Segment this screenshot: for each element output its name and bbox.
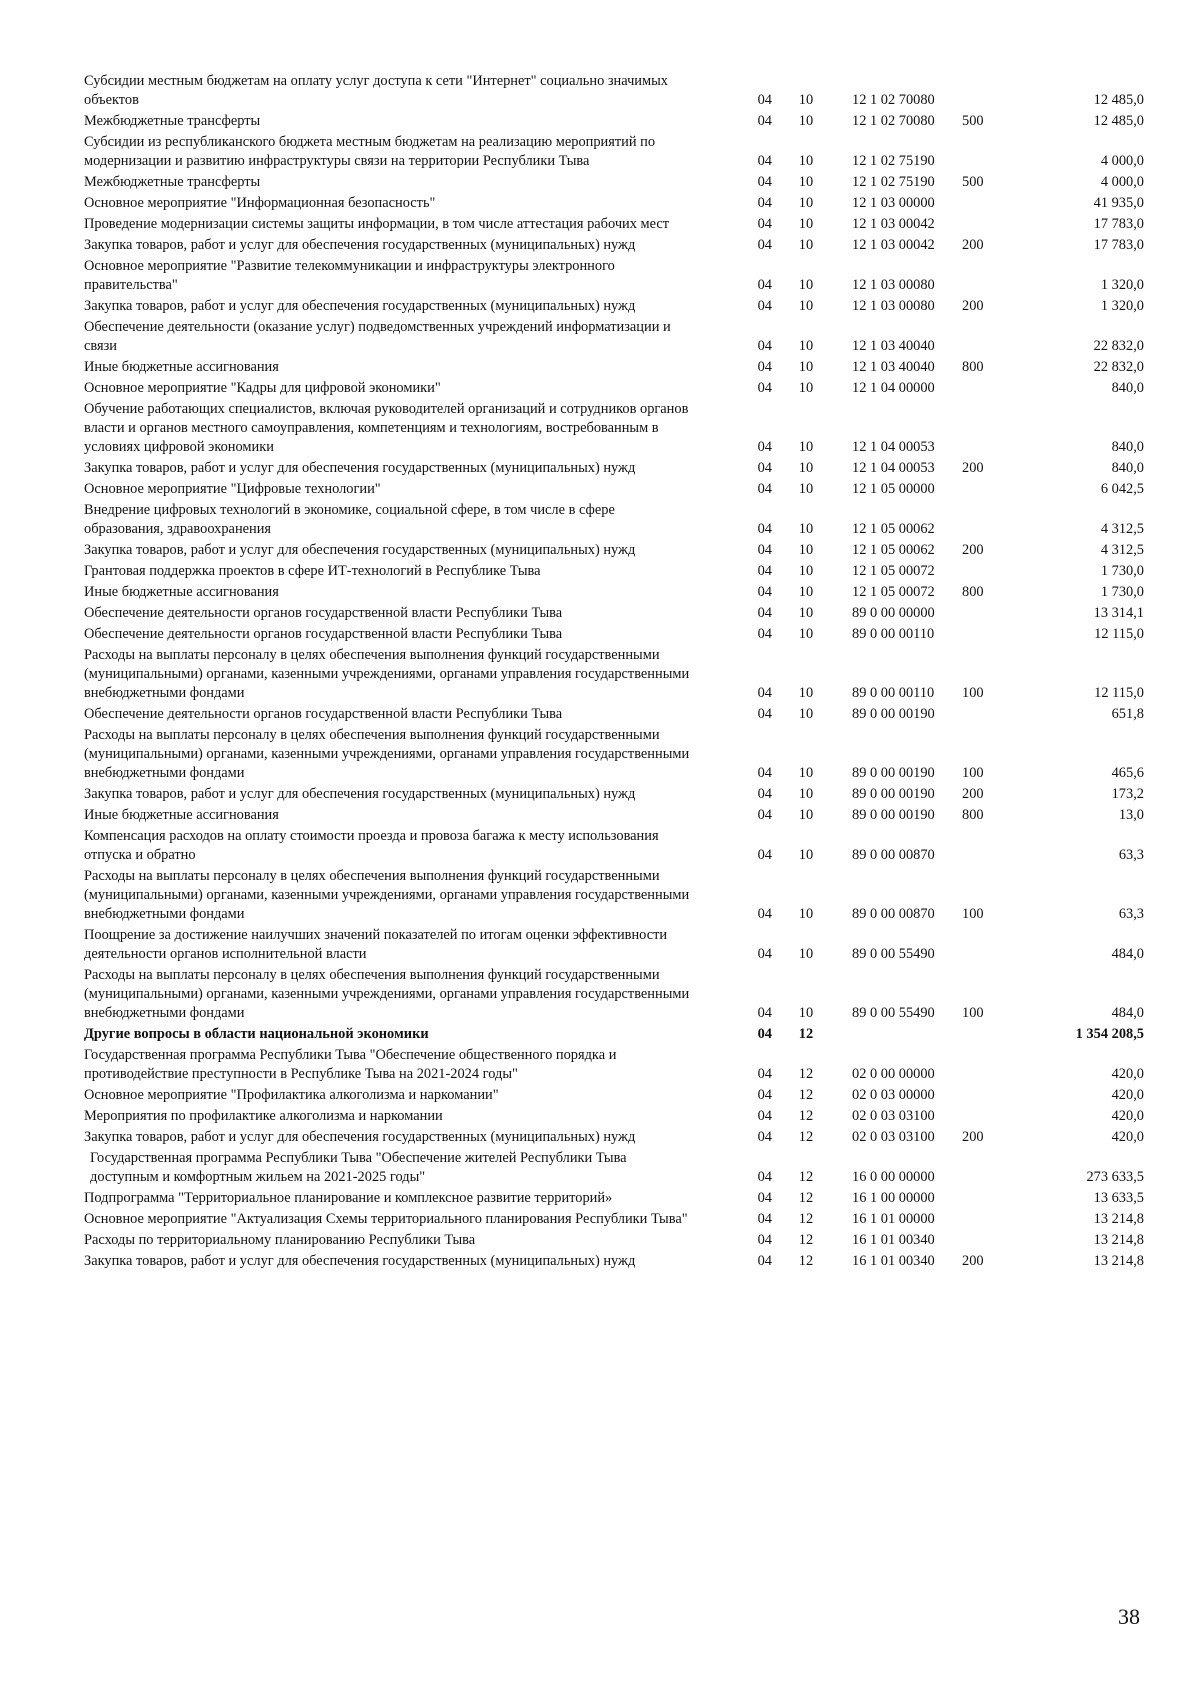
row-subsection-code: 12 xyxy=(798,1211,814,1227)
row-name: Расходы на выплаты персоналу в целях обеспечения выполнения функций государственными (муниципальными) органами, казенными учреждениями, органами управления государственными внебюджетными фондами xyxy=(84,868,690,922)
row-expense-type-code: 200 xyxy=(962,786,984,802)
row-amount: 12 115,0 xyxy=(1094,685,1144,701)
row-name: Субсидии из республиканского бюджета местным бюджетам на реализацию мероприятий по модернизации и развитию инфраструктуры связи на территории Республики Тыва xyxy=(84,134,656,169)
row-amount: 840,0 xyxy=(1111,380,1144,396)
table-row xyxy=(84,215,1144,234)
row-amount: 651,8 xyxy=(1111,706,1144,722)
row-subsection-code: 10 xyxy=(798,237,814,253)
row-name: Другие вопросы в области национальной экономики xyxy=(84,1026,429,1042)
page-number: 38 xyxy=(1118,1604,1140,1629)
row-section-code: 04 xyxy=(757,1026,772,1042)
row-subsection-code: 10 xyxy=(798,626,814,642)
row-section-code: 04 xyxy=(757,1211,772,1227)
row-expense-type-code: 100 xyxy=(962,765,984,781)
row-subsection-code: 12 xyxy=(798,1129,814,1145)
row-section-code: 04 xyxy=(757,195,772,211)
row-target-item-code: 12 1 03 00080 xyxy=(852,277,935,293)
row-expense-type-code: 800 xyxy=(962,584,984,600)
row-section-code: 04 xyxy=(757,338,772,354)
row-target-item-code: 12 1 05 00000 xyxy=(852,481,935,497)
row-target-item-code: 12 1 03 00000 xyxy=(852,195,935,211)
row-section-code: 04 xyxy=(757,1169,772,1185)
row-amount: 13 214,8 xyxy=(1093,1211,1144,1227)
table-row xyxy=(84,1046,1144,1084)
row-subsection-code: 10 xyxy=(798,359,814,375)
row-amount: 840,0 xyxy=(1111,439,1144,455)
row-amount: 13 314,1 xyxy=(1093,605,1144,621)
row-name: Основное мероприятие "Развитие телекоммуникации и инфраструктуры электронного правительства" xyxy=(84,258,615,293)
row-name: Закупка товаров, работ и услуг для обеспечения государственных (муниципальных) нужд xyxy=(84,1253,636,1269)
row-amount: 13,0 xyxy=(1118,807,1144,823)
row-name: Обеспечение деятельности (оказание услуг) подведомственных учреждений информатизации и связи xyxy=(84,319,671,354)
row-name: Расходы на выплаты персоналу в целях обеспечения выполнения функций государственными (муниципальными) органами, казенными учреждениями, органами управления государственными внебюджетными фондами xyxy=(84,967,690,1021)
row-subsection-code: 10 xyxy=(798,113,814,129)
row-target-item-code: 89 0 00 00190 xyxy=(852,807,935,823)
row-section-code: 04 xyxy=(757,298,772,314)
table-row xyxy=(84,827,1144,865)
table-row xyxy=(84,1210,1144,1229)
row-target-item-code: 02 0 03 03100 xyxy=(852,1108,935,1124)
row-section-code: 04 xyxy=(757,153,772,169)
row-section-code: 04 xyxy=(757,1005,772,1021)
row-amount: 12 485,0 xyxy=(1093,113,1144,129)
row-name: Государственная программа Республики Тыва "Обеспечение жителей Республики Тыва доступным и комфортным жильем на 2021-2025 годы" xyxy=(90,1150,627,1185)
row-amount: 4 312,5 xyxy=(1100,542,1144,558)
row-name: Обеспечение деятельности органов государственной власти Республики Тыва xyxy=(84,605,563,621)
row-target-item-code: 12 1 05 00072 xyxy=(852,563,935,579)
row-subsection-code: 10 xyxy=(798,765,814,781)
row-amount: 465,6 xyxy=(1111,765,1144,781)
row-target-item-code: 89 0 00 55490 xyxy=(852,1005,935,1021)
row-section-code: 04 xyxy=(757,765,772,781)
table-row xyxy=(84,72,1144,110)
row-name: Основное мероприятие "Цифровые технологии" xyxy=(84,481,381,497)
row-name: Закупка товаров, работ и услуг для обеспечения государственных (муниципальных) нужд xyxy=(84,298,636,314)
row-target-item-code: 89 0 00 00000 xyxy=(852,605,935,621)
row-expense-type-code: 200 xyxy=(962,298,984,314)
row-target-item-code: 12 1 05 00062 xyxy=(852,542,935,558)
table-row xyxy=(84,966,1144,1023)
row-section-code: 04 xyxy=(757,113,772,129)
row-amount: 4 312,5 xyxy=(1100,521,1144,537)
row-expense-type-code: 200 xyxy=(962,460,984,476)
row-subsection-code: 10 xyxy=(798,298,814,314)
table-row xyxy=(84,133,1144,171)
row-section-code: 04 xyxy=(757,216,772,232)
row-subsection-code: 10 xyxy=(798,439,814,455)
row-expense-type-code: 500 xyxy=(962,113,984,129)
row-subsection-code: 10 xyxy=(798,380,814,396)
row-subsection-code: 10 xyxy=(798,460,814,476)
row-amount: 17 783,0 xyxy=(1093,237,1144,253)
budget-table xyxy=(84,72,1144,1271)
row-section-code: 04 xyxy=(757,521,772,537)
row-subsection-code: 10 xyxy=(798,195,814,211)
row-amount: 17 783,0 xyxy=(1093,216,1144,232)
row-name: Расходы на выплаты персоналу в целях обеспечения выполнения функций государственными (муниципальными) органами, казенными учреждениями, органами управления государственными внебюджетными фондами xyxy=(84,647,690,701)
row-target-item-code: 89 0 00 00870 xyxy=(852,847,935,863)
row-amount: 13 633,5 xyxy=(1093,1190,1144,1206)
row-target-item-code: 89 0 00 55490 xyxy=(852,946,935,962)
table-row xyxy=(84,604,1144,623)
row-target-item-code: 12 1 02 70080 xyxy=(852,92,935,108)
row-target-item-code: 89 0 00 00870 xyxy=(852,906,935,922)
row-name: Обучение работающих специалистов, включая руководителей организаций и сотрудников органов власти и органов местного самоуправления, компетенциям и технологиям, востребованным в условиях цифровой экономики xyxy=(84,401,689,455)
row-amount: 63,3 xyxy=(1118,906,1144,922)
row-name: Мероприятия по профилактике алкоголизма и наркомании xyxy=(84,1108,443,1124)
row-section-code: 04 xyxy=(757,786,772,802)
row-target-item-code: 16 1 01 00340 xyxy=(852,1253,935,1269)
row-amount: 1 354 208,5 xyxy=(1075,1026,1144,1042)
row-name: Основное мероприятие "Информационная безопасность" xyxy=(84,195,436,211)
table-row xyxy=(84,1025,1144,1044)
row-amount: 420,0 xyxy=(1111,1066,1144,1082)
row-subsection-code: 10 xyxy=(798,807,814,823)
row-section-code: 04 xyxy=(757,906,772,922)
row-subsection-code: 10 xyxy=(798,338,814,354)
row-amount: 1 320,0 xyxy=(1100,277,1144,293)
row-name: Расходы на выплаты персоналу в целях обеспечения выполнения функций государственными (муниципальными) органами, казенными учреждениями, органами управления государственными внебюджетными фондами xyxy=(84,727,690,781)
row-section-code: 04 xyxy=(757,460,772,476)
table-row xyxy=(84,1252,1144,1271)
row-subsection-code: 12 xyxy=(798,1026,814,1042)
row-expense-type-code: 200 xyxy=(962,237,984,253)
row-section-code: 04 xyxy=(757,174,772,190)
row-target-item-code: 12 1 05 00072 xyxy=(852,584,935,600)
row-name: Межбюджетные трансферты xyxy=(84,113,261,129)
row-section-code: 04 xyxy=(757,1253,772,1269)
row-section-code: 04 xyxy=(757,277,772,293)
row-subsection-code: 10 xyxy=(798,706,814,722)
row-amount: 4 000,0 xyxy=(1100,174,1144,190)
table-row xyxy=(84,562,1144,581)
row-name: Закупка товаров, работ и услуг для обеспечения государственных (муниципальных) нужд xyxy=(84,542,636,558)
row-target-item-code: 12 1 03 00042 xyxy=(852,237,935,253)
row-name: Иные бюджетные ассигнования xyxy=(84,807,279,823)
row-amount: 4 000,0 xyxy=(1100,153,1144,169)
row-name: Основное мероприятие "Актуализация Схемы территориального планирования Республики Тыва" xyxy=(84,1211,688,1227)
row-name: Подпрограмма "Территориальное планирование и комплексное развитие территорий» xyxy=(84,1190,613,1206)
table-row xyxy=(84,318,1144,356)
table-row xyxy=(84,867,1144,924)
table-row xyxy=(84,785,1144,804)
row-section-code: 04 xyxy=(757,685,772,701)
row-target-item-code: 12 1 03 40040 xyxy=(852,359,935,375)
row-amount: 12 485,0 xyxy=(1093,92,1144,108)
row-amount: 13 214,8 xyxy=(1093,1232,1144,1248)
row-name: Межбюджетные трансферты xyxy=(84,174,261,190)
row-section-code: 04 xyxy=(757,1066,772,1082)
row-target-item-code: 12 1 04 00053 xyxy=(852,439,935,455)
row-section-code: 04 xyxy=(757,92,772,108)
row-expense-type-code: 100 xyxy=(962,1005,984,1021)
row-section-code: 04 xyxy=(757,706,772,722)
row-target-item-code: 16 1 01 00340 xyxy=(852,1232,935,1248)
table-row xyxy=(84,1107,1144,1126)
row-name: Обеспечение деятельности органов государственной власти Республики Тыва xyxy=(84,706,563,722)
row-expense-type-code: 800 xyxy=(962,807,984,823)
row-target-item-code: 12 1 02 70080 xyxy=(852,113,935,129)
row-name: Государственная программа Республики Тыва "Обеспечение общественного порядка и противодействие преступности в Республике Тыва на 2021-2024 годы" xyxy=(84,1047,617,1082)
row-name: Обеспечение деятельности органов государственной власти Республики Тыва xyxy=(84,626,563,642)
table-row xyxy=(84,1128,1144,1147)
row-amount: 420,0 xyxy=(1111,1108,1144,1124)
row-section-code: 04 xyxy=(757,605,772,621)
table-row xyxy=(84,400,1144,457)
table-row xyxy=(84,1086,1144,1105)
row-section-code: 04 xyxy=(757,237,772,253)
row-name: Расходы по территориальному планированию Республики Тыва xyxy=(84,1232,476,1248)
row-amount: 173,2 xyxy=(1111,786,1144,802)
row-name: Внедрение цифровых технологий в экономике, социальной сфере, в том числе в сфере образования, здравоохранения xyxy=(84,502,615,537)
row-target-item-code: 12 1 04 00000 xyxy=(852,380,935,396)
table-row xyxy=(84,173,1144,192)
row-subsection-code: 12 xyxy=(798,1108,814,1124)
row-section-code: 04 xyxy=(757,563,772,579)
row-target-item-code: 89 0 00 00190 xyxy=(852,786,935,802)
row-amount: 1 320,0 xyxy=(1100,298,1144,314)
row-amount: 273 633,5 xyxy=(1086,1169,1144,1185)
row-target-item-code: 12 1 02 75190 xyxy=(852,153,935,169)
row-subsection-code: 10 xyxy=(798,216,814,232)
row-subsection-code: 10 xyxy=(798,685,814,701)
row-name: Основное мероприятие "Профилактика алкоголизма и наркомании" xyxy=(84,1087,499,1103)
table-row xyxy=(84,705,1144,724)
row-section-code: 04 xyxy=(757,584,772,600)
row-subsection-code: 10 xyxy=(798,174,814,190)
table-row xyxy=(84,541,1144,560)
row-name: Основное мероприятие "Кадры для цифровой экономики" xyxy=(84,380,441,396)
row-target-item-code: 12 1 03 00042 xyxy=(852,216,935,232)
row-subsection-code: 10 xyxy=(798,786,814,802)
row-target-item-code: 12 1 02 75190 xyxy=(852,174,935,190)
table-row xyxy=(84,297,1144,316)
row-name: Иные бюджетные ассигнования xyxy=(84,359,279,375)
row-subsection-code: 10 xyxy=(798,584,814,600)
table-row xyxy=(84,726,1144,783)
row-amount: 63,3 xyxy=(1118,847,1144,863)
row-name: Грантовая поддержка проектов в сфере ИТ-технологий в Республике Тыва xyxy=(84,563,541,579)
row-target-item-code: 89 0 00 00190 xyxy=(852,765,935,781)
row-target-item-code: 02 0 00 00000 xyxy=(852,1066,935,1082)
row-section-code: 04 xyxy=(757,359,772,375)
table-row xyxy=(84,459,1144,478)
row-section-code: 04 xyxy=(757,481,772,497)
row-name: Компенсация расходов на оплату стоимости проезда и провоза багажа к месту использования отпуска и обратно xyxy=(84,828,659,863)
table-row xyxy=(84,1231,1144,1250)
row-name: Иные бюджетные ассигнования xyxy=(84,584,279,600)
row-target-item-code: 89 0 00 00110 xyxy=(852,685,935,701)
table-row xyxy=(84,1149,1144,1187)
row-subsection-code: 12 xyxy=(798,1232,814,1248)
row-section-code: 04 xyxy=(757,807,772,823)
row-amount: 420,0 xyxy=(1111,1087,1144,1103)
row-amount: 420,0 xyxy=(1111,1129,1144,1145)
table-row xyxy=(84,194,1144,213)
row-subsection-code: 10 xyxy=(798,906,814,922)
row-section-code: 04 xyxy=(757,1108,772,1124)
row-target-item-code: 12 1 03 40040 xyxy=(852,338,935,354)
table-row xyxy=(84,112,1144,131)
row-amount: 13 214,8 xyxy=(1093,1253,1144,1269)
row-expense-type-code: 500 xyxy=(962,174,984,190)
table-row xyxy=(84,646,1144,703)
row-name: Закупка товаров, работ и услуг для обеспечения государственных (муниципальных) нужд xyxy=(84,460,636,476)
row-subsection-code: 12 xyxy=(798,1169,814,1185)
table-row xyxy=(84,926,1144,964)
row-target-item-code: 89 0 00 00190 xyxy=(852,706,935,722)
row-expense-type-code: 100 xyxy=(962,685,984,701)
row-name: Проведение модернизации системы защиты информации, в том числе аттестация рабочих мест xyxy=(84,216,670,232)
row-section-code: 04 xyxy=(757,946,772,962)
row-amount: 22 832,0 xyxy=(1093,338,1144,354)
row-target-item-code: 12 1 05 00062 xyxy=(852,521,935,537)
row-section-code: 04 xyxy=(757,1232,772,1248)
row-target-item-code: 02 0 03 00000 xyxy=(852,1087,935,1103)
row-amount: 6 042,5 xyxy=(1100,481,1144,497)
table-row xyxy=(84,480,1144,499)
row-subsection-code: 12 xyxy=(798,1087,814,1103)
table-row xyxy=(84,501,1144,539)
row-subsection-code: 10 xyxy=(798,277,814,293)
row-section-code: 04 xyxy=(757,1087,772,1103)
table-row xyxy=(84,236,1144,255)
row-section-code: 04 xyxy=(757,380,772,396)
row-name: Субсидии местным бюджетам на оплату услуг доступа к сети "Интернет" социально значимых объектов xyxy=(84,73,668,108)
row-name: Закупка товаров, работ и услуг для обеспечения государственных (муниципальных) нужд xyxy=(84,786,636,802)
row-expense-type-code: 800 xyxy=(962,359,984,375)
row-section-code: 04 xyxy=(757,439,772,455)
row-target-item-code: 12 1 04 00053 xyxy=(852,460,935,476)
row-subsection-code: 10 xyxy=(798,481,814,497)
row-section-code: 04 xyxy=(757,542,772,558)
table-row xyxy=(84,379,1144,398)
row-expense-type-code: 200 xyxy=(962,1129,984,1145)
table-row xyxy=(84,358,1144,377)
row-amount: 840,0 xyxy=(1111,460,1144,476)
row-amount: 1 730,0 xyxy=(1100,563,1144,579)
row-subsection-code: 12 xyxy=(798,1253,814,1269)
row-name: Закупка товаров, работ и услуг для обеспечения государственных (муниципальных) нужд xyxy=(84,1129,636,1145)
row-amount: 484,0 xyxy=(1111,946,1144,962)
row-subsection-code: 10 xyxy=(798,1005,814,1021)
row-target-item-code: 16 1 00 00000 xyxy=(852,1190,935,1206)
table-row xyxy=(84,583,1144,602)
row-subsection-code: 10 xyxy=(798,153,814,169)
row-subsection-code: 10 xyxy=(798,946,814,962)
row-name: Поощрение за достижение наилучших значений показателей по итогам оценки эффективности деятельности органов исполнительной власти xyxy=(84,927,668,962)
row-expense-type-code: 200 xyxy=(962,1253,984,1269)
row-subsection-code: 12 xyxy=(798,1066,814,1082)
row-target-item-code: 16 0 00 00000 xyxy=(852,1169,935,1185)
table-row xyxy=(84,806,1144,825)
row-subsection-code: 10 xyxy=(798,605,814,621)
row-target-item-code: 16 1 01 00000 xyxy=(852,1211,935,1227)
row-amount: 12 115,0 xyxy=(1094,626,1144,642)
row-expense-type-code: 100 xyxy=(962,906,984,922)
row-subsection-code: 10 xyxy=(798,521,814,537)
row-expense-type-code: 200 xyxy=(962,542,984,558)
row-subsection-code: 10 xyxy=(798,847,814,863)
table-row xyxy=(84,257,1144,295)
row-section-code: 04 xyxy=(757,626,772,642)
row-subsection-code: 10 xyxy=(798,92,814,108)
row-target-item-code: 12 1 03 00080 xyxy=(852,298,935,314)
row-target-item-code: 02 0 03 03100 xyxy=(852,1129,935,1145)
table-row xyxy=(84,1189,1144,1208)
row-subsection-code: 10 xyxy=(798,542,814,558)
row-amount: 484,0 xyxy=(1111,1005,1144,1021)
row-section-code: 04 xyxy=(757,847,772,863)
row-amount: 1 730,0 xyxy=(1100,584,1144,600)
row-subsection-code: 12 xyxy=(798,1190,814,1206)
row-name: Закупка товаров, работ и услуг для обеспечения государственных (муниципальных) нужд xyxy=(84,237,636,253)
row-section-code: 04 xyxy=(757,1129,772,1145)
row-subsection-code: 10 xyxy=(798,563,814,579)
row-target-item-code: 89 0 00 00110 xyxy=(852,626,935,642)
table-row xyxy=(84,625,1144,644)
row-amount: 22 832,0 xyxy=(1093,359,1144,375)
row-section-code: 04 xyxy=(757,1190,772,1206)
row-amount: 41 935,0 xyxy=(1093,195,1144,211)
